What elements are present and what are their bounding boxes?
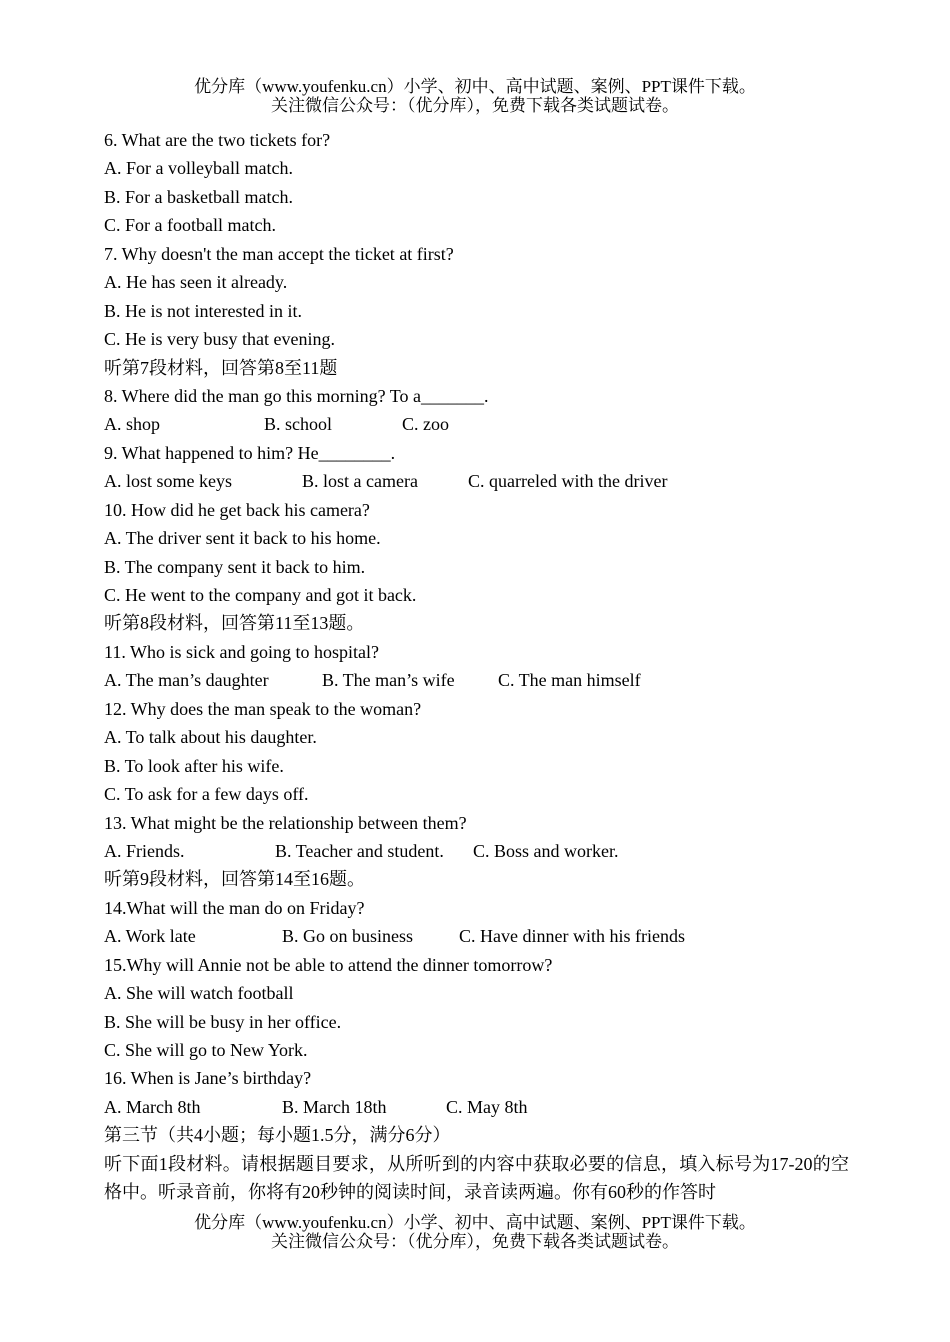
option-b: B. March 18th	[282, 1096, 387, 1117]
option-text: A. The driver sent it back to his home.	[104, 528, 381, 549]
section-heading: 听第9段材料，回答第14至16题。	[104, 869, 365, 890]
question-text: 7. Why doesn't the man accept the ticket at first?	[104, 243, 454, 264]
option-text: B. To look after his wife.	[104, 755, 284, 776]
option-text: B. For a basketball match.	[104, 186, 293, 207]
question-text: 13. What might be the relationship between them?	[104, 812, 467, 833]
option-text: C. He is very busy that evening.	[104, 329, 335, 350]
question-list	[104, 126, 849, 1206]
option-text: B. The company sent it back to him.	[104, 556, 366, 577]
section-heading: 第三节（共4小题；每小题1.5分，满分6分）	[104, 1125, 451, 1146]
header-line-1: 优分库（www.youfenku.cn）小学、初中、高中试题、案例、PPT课件下载。	[194, 77, 756, 96]
option-text: A. She will watch football	[104, 983, 294, 1004]
option-c: C. Have dinner with his friends	[459, 926, 685, 947]
instruction-paragraph: 听下面1段材料。请根据题目要求，从所听到的内容中获取必要的信息，填入标号为17-20的空格中。听录音前，你将有20秒钟的阅读时间，录音读两遍。你有60秒的作答时	[104, 1153, 849, 1202]
question-text: 16. When is Jane’s birthday?	[104, 1068, 312, 1089]
footer-line-2: 关注微信公众号：（优分库），免费下载各类试题试卷。	[271, 1232, 679, 1251]
question-text: 15.Why will Annie not be able to attend the dinner tomorrow?	[104, 954, 553, 975]
option-row	[104, 837, 849, 865]
question-text: 14.What will the man do on Friday?	[104, 897, 365, 918]
page-footer	[0, 1213, 950, 1251]
option-c: C. Boss and worker.	[473, 840, 619, 861]
option-b: B. lost a camera	[302, 471, 418, 492]
question-text: 11. Who is sick and going to hospital?	[104, 641, 379, 662]
option-a: A. Work late	[104, 926, 196, 947]
option-row	[104, 666, 849, 694]
question-text: 8. Where did the man go this morning? To a_______.	[104, 385, 489, 406]
option-a: A. The man’s daughter	[104, 670, 269, 691]
option-row	[104, 1093, 849, 1121]
option-b: B. The man’s wife	[322, 670, 455, 691]
option-b: B. Go on business	[282, 926, 414, 947]
option-b: B. school	[264, 414, 333, 435]
option-b: B. Teacher and student.	[275, 840, 444, 861]
option-row	[104, 922, 849, 950]
option-c: C. zoo	[402, 414, 449, 435]
option-text: A. To talk about his daughter.	[104, 727, 317, 748]
question-text: 10. How did he get back his camera?	[104, 499, 370, 520]
question-text: 9. What happened to him? He________.	[104, 442, 396, 463]
option-a: A. shop	[104, 414, 161, 435]
option-a: A. March 8th	[104, 1096, 201, 1117]
option-c: C. quarreled with the driver	[468, 471, 668, 492]
option-text: B. She will be busy in her office.	[104, 1011, 342, 1032]
option-row	[104, 467, 849, 495]
option-text: B. He is not interested in it.	[104, 300, 302, 321]
option-a: A. lost some keys	[104, 471, 232, 492]
section-heading: 听第7段材料，回答第8至11题	[104, 357, 338, 378]
option-c: C. May 8th	[446, 1096, 528, 1117]
section-heading: 听第8段材料，回答第11至13题。	[104, 613, 365, 634]
footer-line-1: 优分库（www.youfenku.cn）小学、初中、高中试题、案例、PPT课件下载。	[194, 1213, 756, 1232]
option-a: A. Friends.	[104, 840, 185, 861]
option-row	[104, 410, 849, 438]
option-text: A. He has seen it already.	[104, 272, 288, 293]
page-header	[0, 77, 950, 115]
option-text: C. He went to the company and got it back.	[104, 585, 417, 605]
header-line-2: 关注微信公众号：（优分库），免费下载各类试题试卷。	[271, 96, 679, 115]
option-text: A. For a volleyball match.	[104, 158, 293, 179]
question-text: 6. What are the two tickets for?	[104, 130, 331, 150]
option-text: C. For a football match.	[104, 215, 276, 236]
option-c: C. The man himself	[498, 670, 641, 691]
option-text: C. She will go to New York.	[104, 1040, 308, 1060]
question-text: 12. Why does the man speak to the woman?	[104, 698, 422, 719]
option-text: C. To ask for a few days off.	[104, 784, 309, 805]
